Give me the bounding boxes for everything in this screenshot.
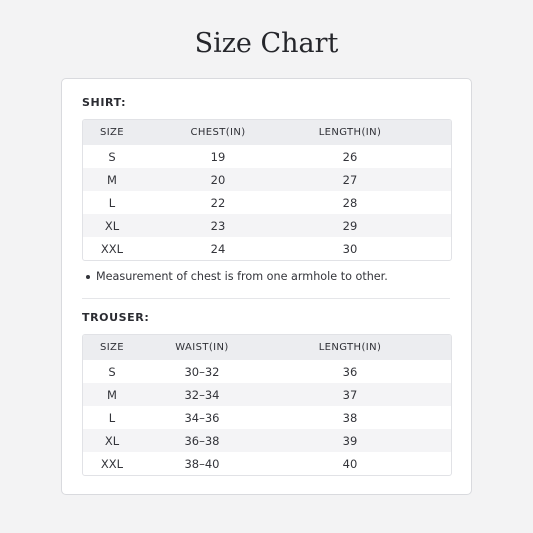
table-row [83,452,451,475]
size-cell: XL [104,218,120,233]
size-cell: S [108,149,116,164]
table-row [83,360,451,383]
waist-cell: 30–32 [184,364,220,379]
column-header-length: LENGTH(IN) [318,127,382,138]
column-header-chest: CHEST(IN) [190,127,246,138]
table-header-row [83,120,451,145]
column-header-length: LENGTH(IN) [318,342,382,353]
table-row [83,214,451,237]
waist-cell: 38–40 [184,456,220,471]
length-cell: 36 [342,364,358,379]
size-cell: M [107,172,117,187]
trouser-section-label: TROUSER: [82,311,150,324]
shirt-size-table [82,119,452,261]
column-header-size: SIZE [99,342,125,353]
length-cell: 37 [342,387,358,402]
size-cell: S [108,364,116,379]
length-cell: 39 [342,433,358,448]
table-header-row [83,335,451,360]
length-cell: 29 [342,218,358,233]
table-row [83,168,451,191]
waist-cell: 32–34 [184,387,220,402]
page-title: Size Chart [194,28,339,59]
chest-cell: 24 [210,241,226,256]
size-chart-card [61,78,472,495]
chest-cell: 19 [210,149,226,164]
measurement-note [82,270,388,283]
length-cell: 27 [342,172,358,187]
length-cell: 40 [342,456,358,471]
table-row [83,237,451,260]
size-cell: XL [104,433,120,448]
size-cell: M [107,387,117,402]
waist-cell: 36–38 [184,433,220,448]
shirt-section-label: SHIRT: [82,96,127,109]
measurement-note-text: Measurement of chest is from one armhole to other. [96,270,388,283]
table-row [83,191,451,214]
table-row [83,145,451,168]
length-cell: 26 [342,149,358,164]
chest-cell: 23 [210,218,226,233]
length-cell: 38 [342,410,358,425]
size-cell: XXL [100,456,124,471]
table-row [83,406,451,429]
column-header-size: SIZE [99,127,125,138]
chest-cell: 20 [210,172,226,187]
chest-cell: 22 [210,195,226,210]
table-row [83,383,451,406]
size-cell: L [108,195,116,210]
column-header-waist: WAIST(IN) [175,342,229,353]
bullet-icon [86,275,90,279]
size-cell: XXL [100,241,124,256]
section-divider [82,298,450,299]
trouser-size-table [82,334,452,476]
length-cell: 28 [342,195,358,210]
waist-cell: 34–36 [184,410,220,425]
table-row [83,429,451,452]
size-cell: L [108,410,116,425]
length-cell: 30 [342,241,358,256]
